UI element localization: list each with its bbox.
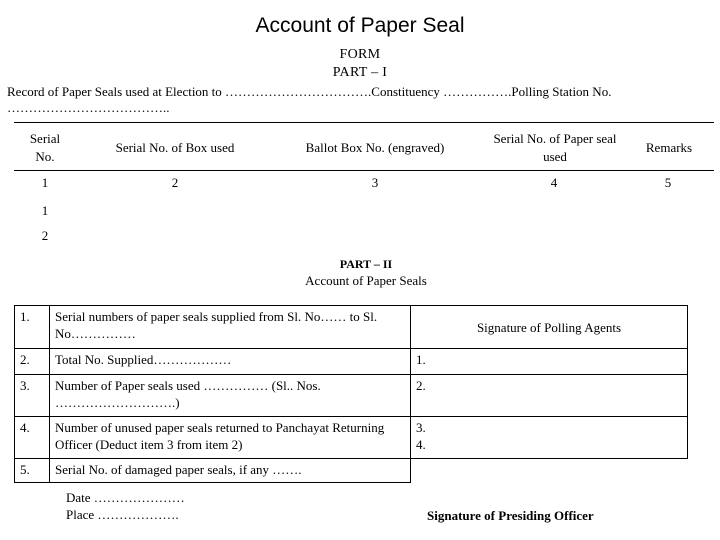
row-text: Serial No. of damaged paper seals, if any ……. <box>50 459 411 483</box>
agent-line-1: 1. <box>411 349 688 375</box>
agent-line-3: 3. <box>416 420 426 435</box>
part2-row-2 <box>15 349 688 375</box>
part2-row-3 <box>15 375 688 417</box>
row-number: 4. <box>15 417 50 459</box>
record-line: Record of Paper Seals used at Election to …………………………….Constituency …………….Polling Station No. ……………………………….. <box>7 84 612 115</box>
form-label: FORM <box>339 47 381 62</box>
t1-colnum-2: 2 <box>171 175 179 190</box>
agent-line-4: 4. <box>416 437 426 452</box>
signature-polling-agents-label: Signature of Polling Agents <box>476 319 622 335</box>
part2-label: PART – II <box>339 257 393 271</box>
t1-colnum-5: 5 <box>664 175 672 190</box>
t1-row-2: 2 <box>41 228 49 243</box>
t1-header-remarks: Remarks <box>645 140 693 155</box>
t1-header-ballot-box: Ballot Box No. (engraved) <box>305 140 445 155</box>
row-text: Serial numbers of paper seals supplied from Sl. No…… to Sl. No…………… <box>50 306 411 349</box>
signature-presiding-officer: Signature of Presiding Officer <box>427 508 594 523</box>
t1-header-serial-no: Serial No. <box>29 131 61 164</box>
signature-polling-agents <box>411 306 688 349</box>
part2-row-5 <box>15 459 688 483</box>
part2-row-1 <box>15 306 688 349</box>
table1-header-rule <box>14 170 714 171</box>
t1-colnum-4: 4 <box>550 175 558 190</box>
row-number: 1. <box>15 306 50 349</box>
row-text: Number of unused paper seals returned to Panchayat Returning Officer (Deduct item 3 from item 2) <box>50 417 411 459</box>
date-field: Date ………………… <box>66 490 185 505</box>
empty-cell <box>411 459 688 483</box>
part1-label: PART – I <box>332 65 388 80</box>
table1-top-rule <box>14 122 714 123</box>
agent-line-2: 2. <box>411 375 688 417</box>
row-text: Total No. Supplied……………… <box>50 349 411 375</box>
t1-header-paper-seal: Serial No. of Paper seal used <box>493 131 617 164</box>
row-text: Number of Paper seals used …………… (Sl.. Nos. ……………………….) <box>50 375 411 417</box>
part2-row-4 <box>15 417 688 459</box>
row-number: 2. <box>15 349 50 375</box>
part2-title: Account of Paper Seals <box>305 273 427 288</box>
t1-colnum-1: 1 <box>41 175 49 190</box>
row-number: 3. <box>15 375 50 417</box>
t1-colnum-3: 3 <box>371 175 379 190</box>
place-field: Place ………………. <box>66 507 179 522</box>
agent-lines-3-4 <box>411 417 688 459</box>
t1-header-box-serial: Serial No. of Box used <box>115 140 235 155</box>
part2-table <box>14 305 688 483</box>
t1-row-1: 1 <box>41 203 49 218</box>
row-number: 5. <box>15 459 50 483</box>
page-title: Account of Paper Seal <box>255 14 465 37</box>
